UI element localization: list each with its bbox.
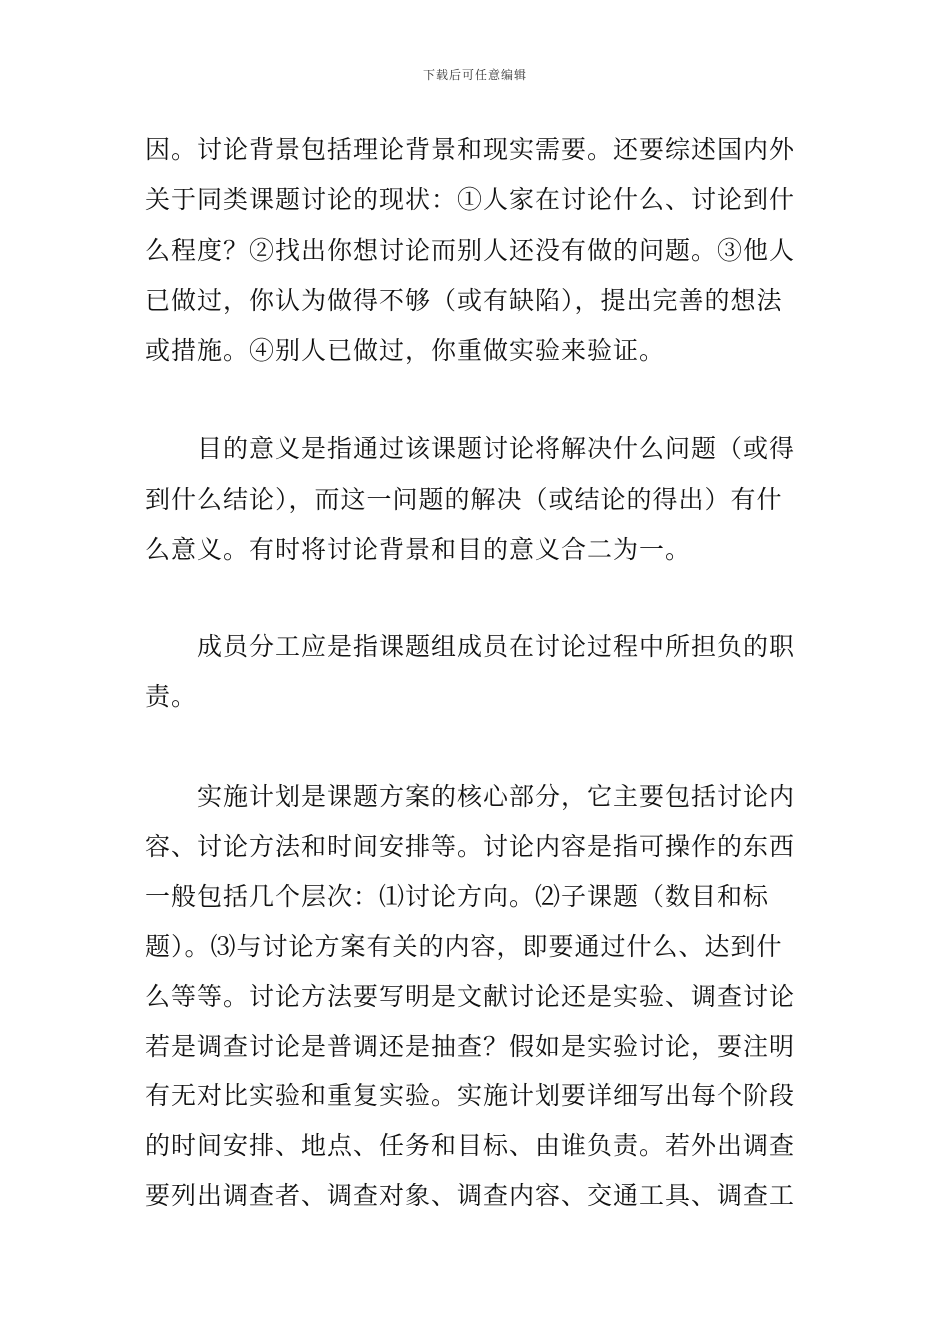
text-line: 的时间安排、地点、任务和目标、由谁负责。若外出调查 <box>145 1131 796 1160</box>
text-line: 么等等。讨论方法要写明是文献讨论还是实验、调查讨论 <box>145 982 796 1011</box>
text-line: 题）。⑶与讨论方案有关的内容，即要通过什么、达到什 <box>145 932 783 961</box>
text-line: 一般包括几个层次：⑴讨论方向。⑵子课题（数目和标 <box>145 882 770 911</box>
text-line: 么意义。有时将讨论背景和目的意义合二为一。 <box>145 535 692 564</box>
text-line: 关于同类课题讨论的现状：①人家在讨论什么、讨论到什 <box>145 185 796 214</box>
text-line: 么程度？②找出你想讨论而别人还没有做的问题。③他人 <box>145 236 796 265</box>
text-line: 因。讨论背景包括理论背景和现实需要。还要综述国内外 <box>145 135 796 164</box>
text-line: 或措施。④别人已做过，你重做实验来验证。 <box>145 336 666 365</box>
text-line: 责。 <box>145 682 198 711</box>
paragraph-first-line: 成员分工应是指课题组成员在讨论过程中所担负的职 <box>197 632 796 661</box>
text-line: 若是调查讨论是普调还是抽查？假如是实验讨论，要注明 <box>145 1032 796 1061</box>
text-line: 到什么结论），而这一问题的解决（或结论的得出）有什 <box>145 485 783 514</box>
paragraph-first-line: 实施计划是课题方案的核心部分，它主要包括讨论内 <box>197 782 796 811</box>
text-line: 已做过，你认为做得不够（或有缺陷），提出完善的想法 <box>145 286 783 315</box>
text-line: 容、讨论方法和时间安排等。讨论内容是指可操作的东西 <box>145 832 796 861</box>
page-header: 下载后可任意编辑 <box>422 68 527 82</box>
text-line: 有无对比实验和重复实验。实施计划要详细写出每个阶段 <box>145 1081 796 1110</box>
paragraph-first-line: 目的意义是指通过该课题讨论将解决什么问题（或得 <box>197 434 796 463</box>
text-line: 要列出调查者、调查对象、调查内容、交通工具、调查工 <box>145 1181 796 1210</box>
